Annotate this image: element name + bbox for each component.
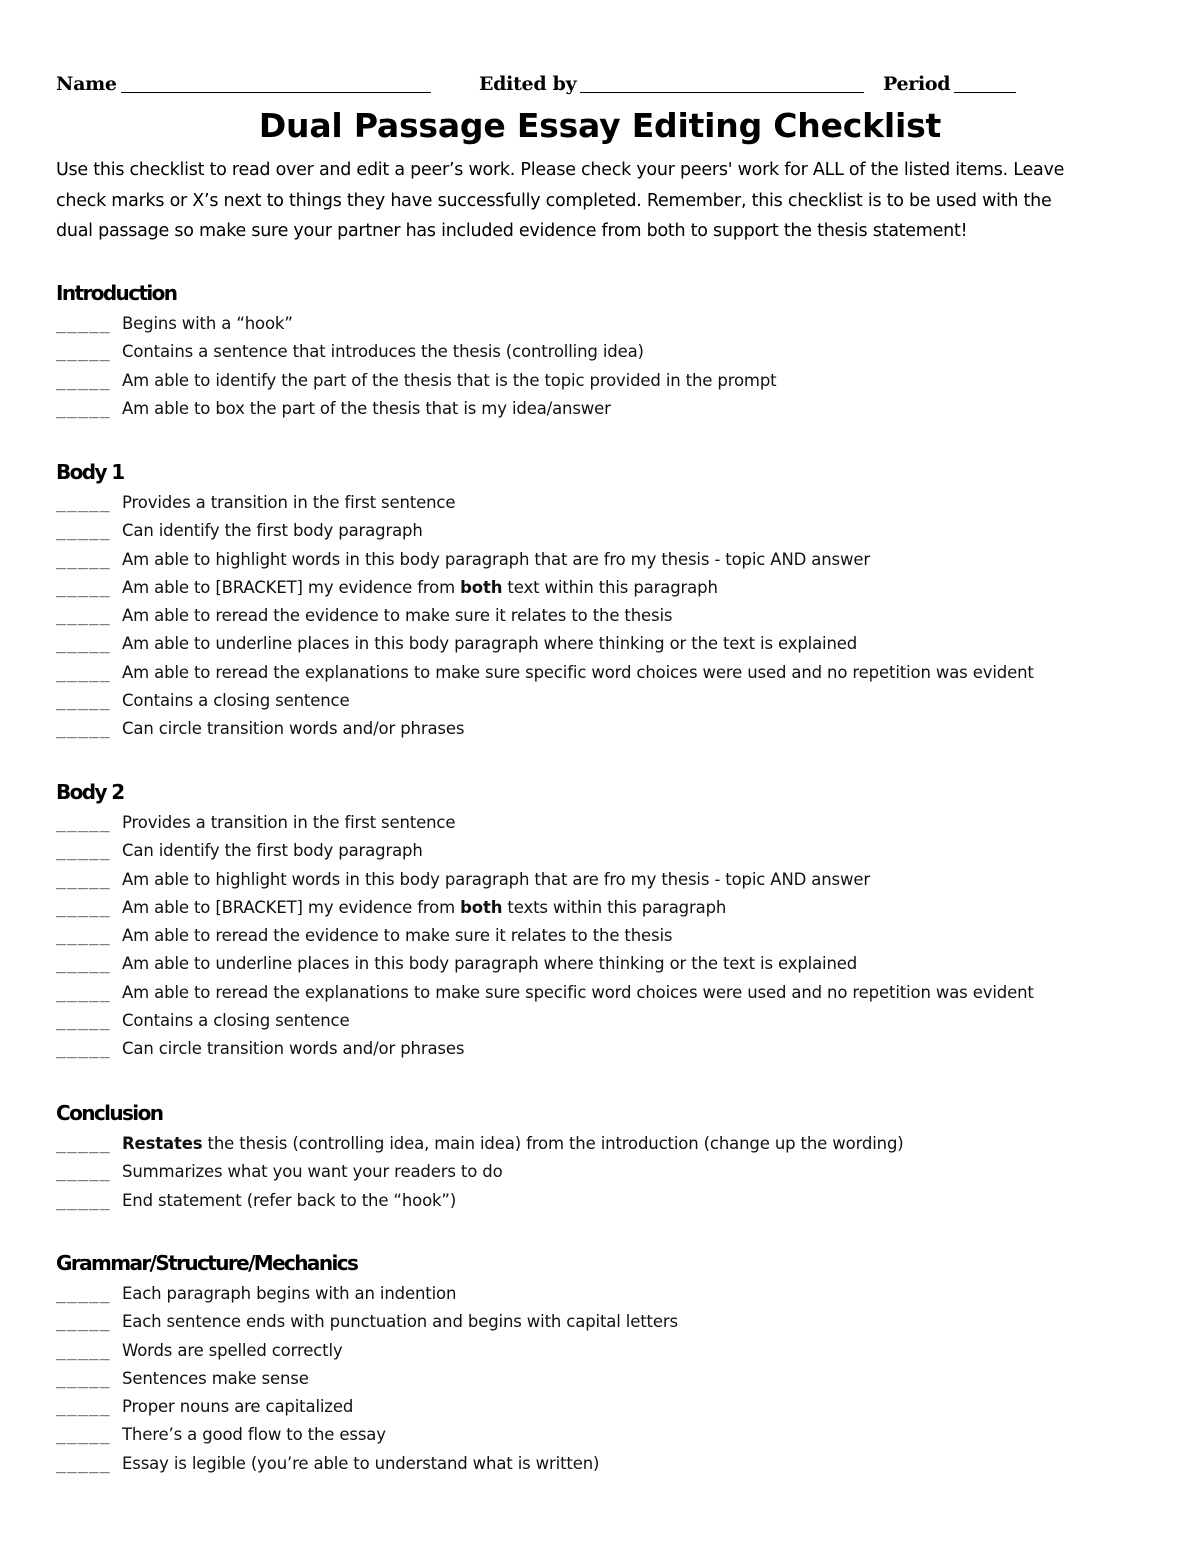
check-blank[interactable]: _____: [56, 897, 111, 917]
edited-by-label: Edited by: [479, 73, 577, 95]
page-title: Dual Passage Essay Editing Checklist: [258, 106, 942, 145]
checklist-item: [56, 950, 1176, 978]
checklist-item: [56, 1365, 1176, 1393]
checklist-item: [56, 894, 1176, 922]
checklist-item: [56, 1280, 1176, 1308]
checklist-item: [56, 1158, 1176, 1186]
check-blank[interactable]: _____: [56, 1011, 111, 1031]
check-blank[interactable]: _____: [56, 1425, 111, 1445]
checklist-item-text: Can circle transition words and/or phrases: [122, 719, 465, 739]
checklist-item: [56, 574, 1176, 602]
checklist-item-text: Am able to [BRACKET] my evidence from: [122, 897, 461, 917]
checklist-item: [56, 546, 1176, 574]
check-blank[interactable]: _____: [56, 1039, 111, 1059]
section-conclusion: [56, 1096, 1176, 1215]
period-blank-line[interactable]: [954, 72, 1016, 93]
check-blank[interactable]: _____: [56, 521, 111, 541]
check-blank[interactable]: _____: [56, 1284, 111, 1303]
check-blank[interactable]: _____: [56, 691, 111, 711]
check-blank[interactable]: _____: [56, 398, 111, 418]
check-blank[interactable]: _____: [56, 982, 111, 1002]
checklist-item-text: Contains a closing sentence: [122, 691, 350, 711]
checklist-item: [56, 1393, 1176, 1421]
check-blank[interactable]: _____: [56, 813, 111, 832]
checklist-item: [56, 866, 1176, 894]
checklist-item-emphasis: both: [460, 577, 503, 597]
checklist-item-text: Can identify the first body paragraph: [122, 521, 423, 541]
check-blank[interactable]: _____: [56, 370, 111, 390]
checklist-item-text: Provides a transition in the first sentence: [122, 493, 456, 512]
checklist-item-emphasis: both: [460, 897, 503, 917]
checklist-item: [56, 837, 1176, 865]
check-blank[interactable]: _____: [56, 1340, 111, 1360]
check-blank[interactable]: _____: [56, 606, 111, 626]
check-blank[interactable]: _____: [56, 577, 111, 597]
name-label: Name: [56, 73, 117, 95]
name-field[interactable]: [56, 72, 431, 95]
checklist-item-text: Am able to reread the evidence to make sure it relates to the thesis: [122, 606, 673, 626]
check-blank[interactable]: _____: [56, 314, 111, 333]
section-heading: Grammar/Structure/Mechanics: [56, 1251, 358, 1275]
checklist-items: [56, 489, 1176, 744]
edited-by-field[interactable]: [479, 72, 864, 95]
checklist-item-text: Begins with a “hook”: [122, 314, 293, 333]
section-heading: Body 2: [56, 780, 124, 804]
checklist-item: [56, 489, 1176, 517]
checklist-item-text: Am able to reread the evidence to make sure it relates to the thesis: [122, 926, 673, 946]
checklist-item-text: text within this paragraph: [502, 577, 718, 597]
checklist-item: [56, 310, 1176, 338]
check-blank[interactable]: _____: [56, 662, 111, 682]
period-label: Period: [883, 73, 951, 95]
section-heading: Conclusion: [56, 1101, 163, 1125]
checklist-item: [56, 715, 1176, 743]
checklist-item-emphasis: Restates: [122, 1134, 203, 1153]
checklist-item-text: Sentences make sense: [122, 1368, 309, 1388]
checklist-item-text: Proper nouns are capitalized: [122, 1397, 354, 1417]
period-field[interactable]: [883, 72, 1016, 95]
section-grammar-structure-mechanics: [56, 1246, 1176, 1478]
checklist-item: [56, 395, 1176, 423]
checklist-item-text: texts within this paragraph: [502, 897, 727, 917]
checklist-item: [56, 1337, 1176, 1365]
checklist-items: [56, 310, 1176, 423]
checklist-item: [56, 1450, 1176, 1478]
section-body-2: [56, 775, 1176, 1064]
checklist-item-text: Can identify the first body paragraph: [122, 841, 423, 861]
check-blank[interactable]: _____: [56, 1397, 111, 1417]
checklist-item-text: Am able to highlight words in this body paragraph that are fro my thesis - topic AND answer: [122, 869, 870, 889]
checklist-item-text: Summarizes what you want your readers to do: [122, 1162, 503, 1182]
checklist-item-text: Provides a transition in the first sentence: [122, 813, 456, 832]
name-blank-line[interactable]: [121, 72, 431, 93]
checklist-item-text: the thesis (controlling idea, main idea) from the introduction (change up the wording): [202, 1134, 904, 1153]
checklist-item: [56, 1421, 1176, 1449]
check-blank[interactable]: _____: [56, 926, 111, 946]
check-blank[interactable]: _____: [56, 1190, 111, 1210]
section-body-1: [56, 455, 1176, 744]
check-blank[interactable]: _____: [56, 1368, 111, 1388]
check-blank[interactable]: _____: [56, 1134, 111, 1153]
checklist-items: [56, 1130, 1176, 1215]
instructions-line: dual passage so make sure your partner has included evidence from both to support the thesis statement!: [56, 221, 968, 241]
checklist-item: [56, 630, 1176, 658]
check-blank[interactable]: _____: [56, 954, 111, 974]
checklist-item: [56, 1308, 1176, 1336]
checklist-item-text: Each sentence ends with punctuation and begins with capital letters: [122, 1312, 678, 1332]
checklist-item-text: There’s a good flow to the essay: [122, 1425, 386, 1445]
edited-by-blank-line[interactable]: [580, 72, 864, 93]
checklist-item: [56, 602, 1176, 630]
checklist-item: [56, 1130, 1176, 1158]
checklist-item: [56, 517, 1176, 545]
checklist-item-text: Each paragraph begins with an indention: [122, 1284, 457, 1303]
check-blank[interactable]: _____: [56, 719, 111, 739]
instructions-line: Use this checklist to read over and edit a peer’s work. Please check your peers' work for ALL of the listed items. Leave: [56, 160, 1065, 180]
checklist-item-text: Am able to highlight words in this body paragraph that are fro my thesis - topic AND answer: [122, 549, 870, 569]
check-blank[interactable]: _____: [56, 869, 111, 889]
checklist-item-text: Am able to underline places in this body paragraph where thinking or the text is explained: [122, 634, 858, 654]
checklist-item: [56, 979, 1176, 1007]
check-blank[interactable]: _____: [56, 1162, 111, 1182]
checklist-item-text: Am able to underline places in this body paragraph where thinking or the text is explained: [122, 954, 858, 974]
checklist-item: [56, 367, 1176, 395]
check-blank[interactable]: _____: [56, 549, 111, 569]
checklist-item: [56, 1035, 1176, 1063]
checklist-item-text: Am able to box the part of the thesis that is my idea/answer: [122, 398, 611, 418]
checklist-item: [56, 1007, 1176, 1035]
checklist-item-text: Am able to reread the explanations to make sure specific word choices were used and no repetition was evident: [122, 662, 1034, 682]
check-blank[interactable]: _____: [56, 841, 111, 861]
section-heading: Introduction: [56, 281, 177, 305]
checklist-items: [56, 809, 1176, 1064]
checklist-item-text: Essay is legible (you’re able to understand what is written): [122, 1453, 600, 1473]
checklist-items: [56, 1280, 1176, 1478]
instructions-paragraph: [56, 155, 1156, 247]
checklist-item: [56, 809, 1176, 837]
checklist-item-text: Am able to [BRACKET] my evidence from: [122, 577, 461, 597]
checklist-item: [56, 687, 1176, 715]
check-blank[interactable]: _____: [56, 342, 111, 362]
checklist-item: [56, 338, 1176, 366]
checklist-item-text: Am able to reread the explanations to make sure specific word choices were used and no repetition was evident: [122, 982, 1034, 1002]
checklist-item-text: Contains a closing sentence: [122, 1011, 350, 1031]
checklist-item-text: End statement (refer back to the “hook”): [122, 1190, 457, 1210]
check-blank[interactable]: _____: [56, 493, 111, 512]
instructions-line: check marks or X’s next to things they have successfully completed. Remember, this checklist is to be used with the: [56, 190, 1052, 211]
checklist-item: [56, 922, 1176, 950]
section-heading: Body 1: [56, 460, 124, 484]
header-fields: [56, 72, 1156, 102]
check-blank[interactable]: _____: [56, 1453, 111, 1473]
checklist-item-text: Am able to identify the part of the thesis that is the topic provided in the prompt: [122, 370, 777, 390]
checklist-item-text: Contains a sentence that introduces the thesis (controlling idea): [122, 342, 644, 362]
check-blank[interactable]: _____: [56, 634, 111, 654]
check-blank[interactable]: _____: [56, 1312, 111, 1332]
checklist-item: [56, 659, 1176, 687]
checklist-item-text: Can circle transition words and/or phrases: [122, 1039, 465, 1059]
section-introduction: [56, 276, 1176, 423]
checklist-item: [56, 1187, 1176, 1215]
checklist-item-text: Words are spelled correctly: [122, 1340, 343, 1360]
